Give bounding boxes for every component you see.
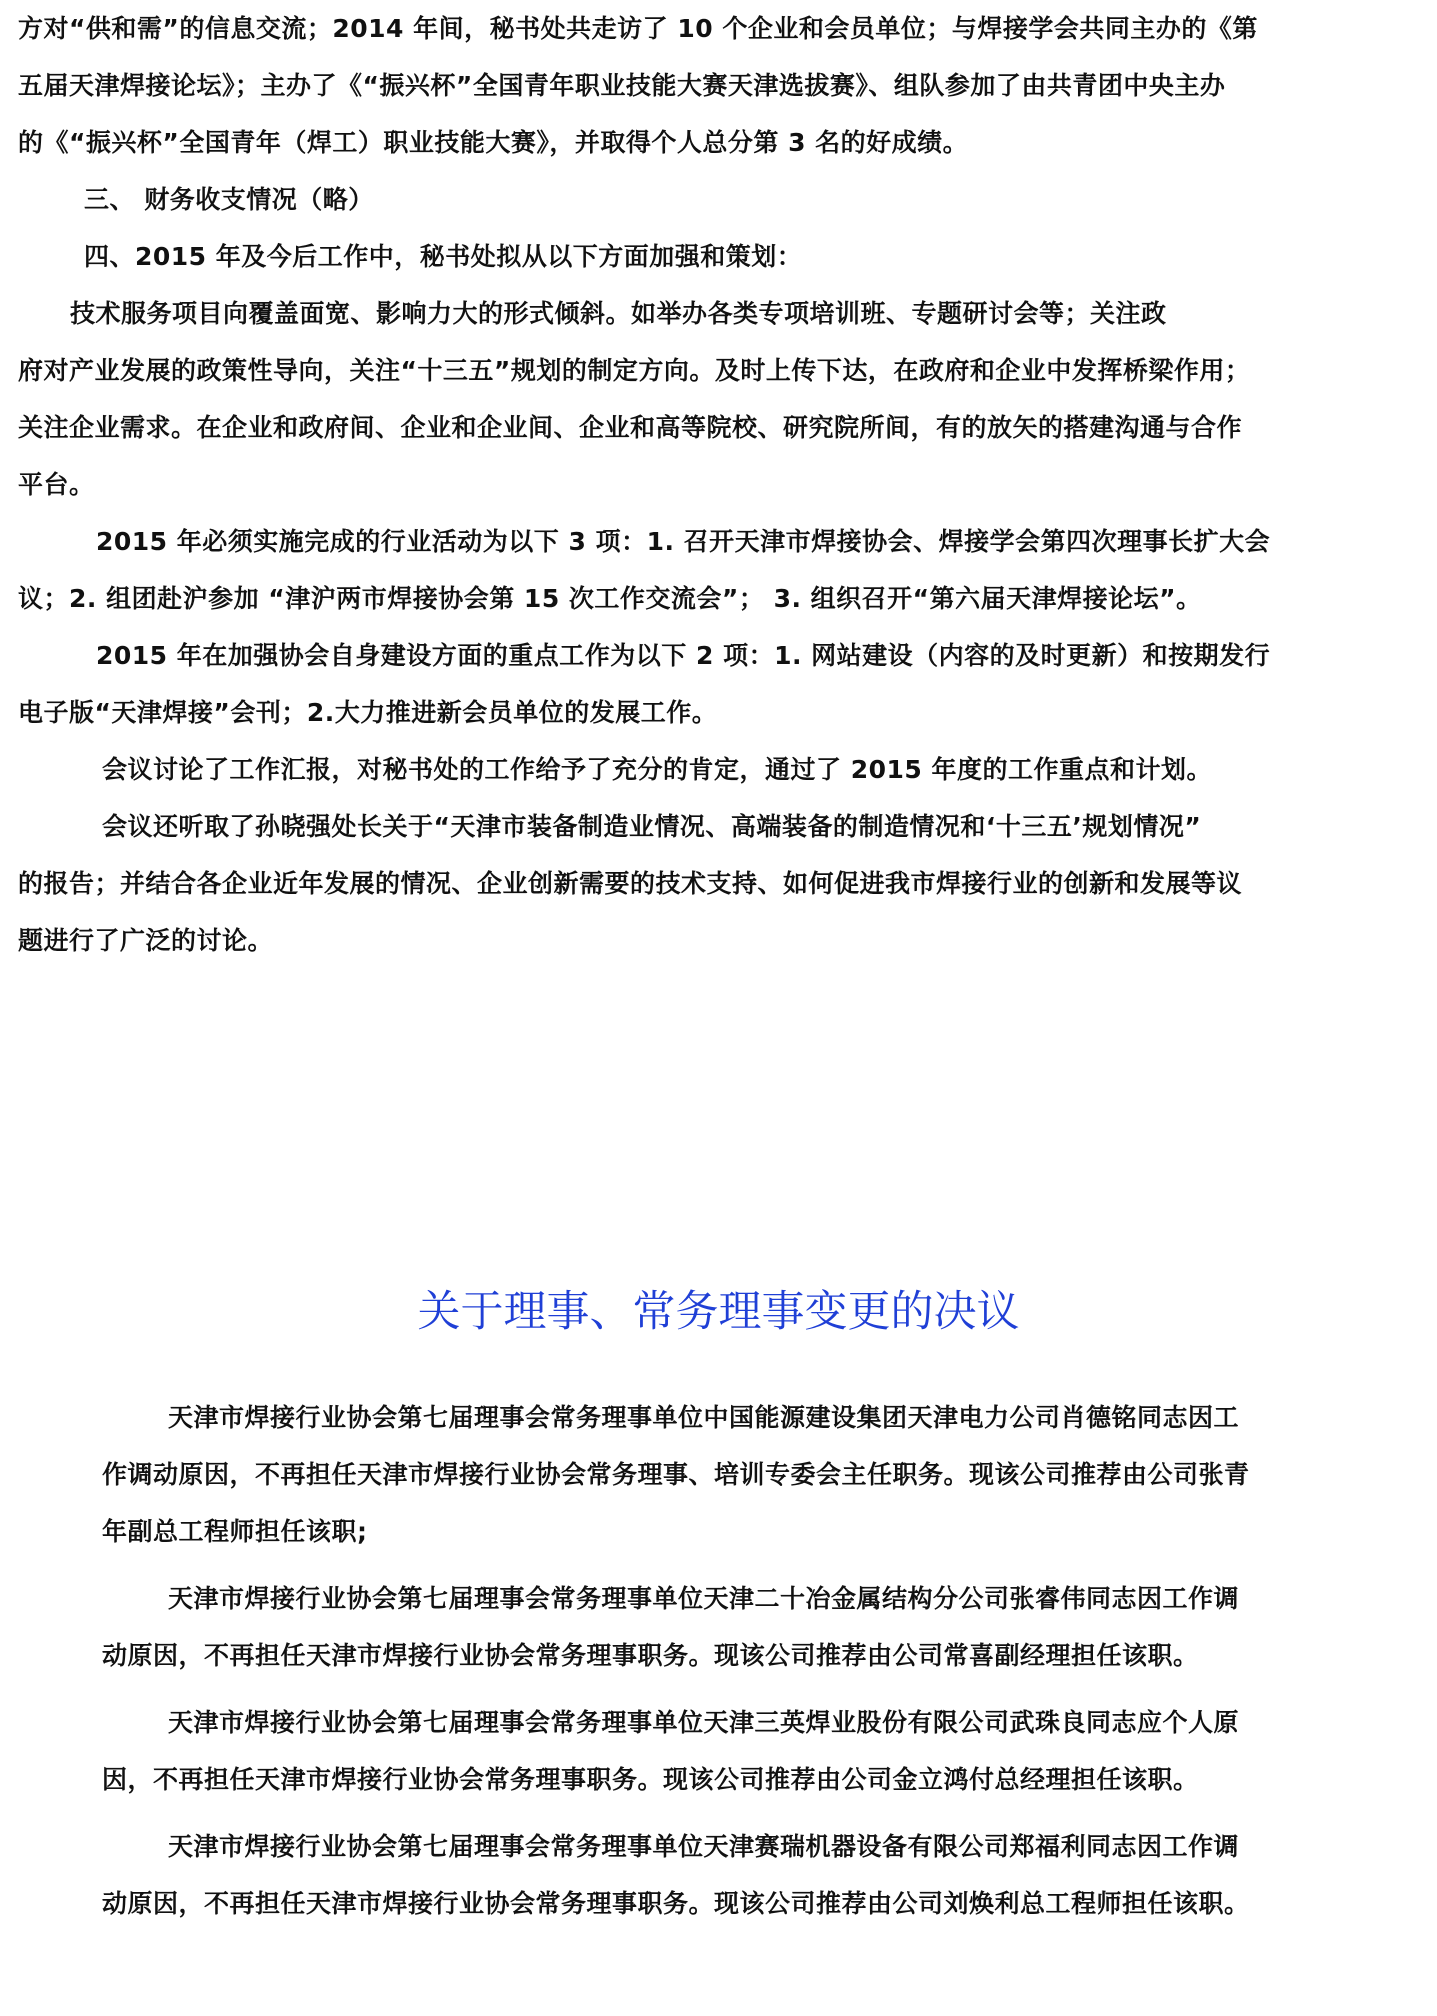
resolution-line: 动原因，不再担任天津市焊接行业协会常务理事职务。现该公司推荐由公司常喜副经理担任该职。	[102, 1641, 1199, 1670]
body-line: 议；2. 组团赴沪参加 “津沪两市焊接协会第 15 次工作交流会”； 3. 组织召开“第六届天津焊接论坛”。	[18, 584, 1202, 613]
body-line: 技术服务项目向覆盖面宽、影响力大的形式倾斜。如举办各类专项培训班、专题研讨会等；关注政	[70, 299, 1167, 328]
resolution-line: 年副总工程师担任该职;	[102, 1517, 368, 1546]
body-line: 电子版“天津焊接”会刊；2.大力推进新会员单位的发展工作。	[18, 698, 718, 727]
body-line: 题进行了广泛的讨论。	[18, 926, 274, 955]
resolution-title: 关于理事、常务理事变更的决议	[417, 1287, 1020, 1337]
body-line: 的报告；并结合各企业近年发展的情况、企业创新需要的技术支持、如何促进我市焊接行业的创新和发展等议	[18, 869, 1243, 898]
section-heading: 四、2015 年及今后工作中，秘书处拟从以下方面加强和策划：	[84, 242, 803, 271]
resolution-line: 天津市焊接行业协会第七届理事会常务理事单位中国能源建设集团天津电力公司肖德铭同志因工	[168, 1403, 1240, 1432]
section-heading: 三、 财务收支情况（略）	[84, 185, 374, 214]
resolution-line: 天津市焊接行业协会第七届理事会常务理事单位天津赛瑞机器设备有限公司郑福利同志因工作调	[168, 1832, 1240, 1861]
body-line: 2015 年在加强协会自身建设方面的重点工作为以下 2 项：1. 网站建设（内容的及时更新）和按期发行	[96, 641, 1271, 670]
resolution-line: 天津市焊接行业协会第七届理事会常务理事单位天津二十冶金属结构分公司张睿伟同志因工作调	[168, 1584, 1240, 1613]
resolution-line: 因，不再担任天津市焊接行业协会常务理事职务。现该公司推荐由公司金立鸿付总经理担任该职。	[102, 1765, 1199, 1794]
resolution-line: 天津市焊接行业协会第七届理事会常务理事单位天津三英焊业股份有限公司武珠良同志应个人原	[168, 1708, 1240, 1737]
body-line: 五届天津焊接论坛》；主办了《“振兴杯”全国青年职业技能大赛天津选拔赛》、组队参加了由共青团中央主办	[18, 71, 1226, 100]
work-report-section	[18, 0, 1420, 969]
body-line: 的《“振兴杯”全国青年（焊工）职业技能大赛》，并取得个人总分第 3 名的好成绩。	[18, 128, 969, 157]
body-line: 府对产业发展的政策性导向，关注“十三五”规划的制定方向。及时上传下达，在政府和企业中发挥桥梁作用；	[18, 356, 1251, 385]
body-line: 平台。	[18, 470, 95, 499]
body-line: 方对“供和需”的信息交流；2014 年间，秘书处共走访了 10 个企业和会员单位；与焊接学会共同主办的《第	[18, 14, 1258, 43]
body-line: 会议讨论了工作汇报，对秘书处的工作给予了充分的肯定，通过了 2015 年度的工作重点和计划。	[102, 755, 1212, 784]
resolution-section	[102, 1390, 1420, 1933]
resolution-line: 动原因，不再担任天津市焊接行业协会常务理事职务。现该公司推荐由公司刘焕利总工程师担任该职。	[102, 1889, 1250, 1918]
body-line: 关注企业需求。在企业和政府间、企业和企业间、企业和高等院校、研究院所间，有的放矢的搭建沟通与合作	[18, 413, 1243, 442]
body-line: 2015 年必须实施完成的行业活动为以下 3 项：1. 召开天津市焊接协会、焊接学会第四次理事长扩大会	[96, 527, 1271, 556]
body-line: 会议还听取了孙晓强处长关于“天津市装备制造业情况、高端装备的制造情况和‘十三五’规划情况”	[102, 812, 1202, 841]
resolution-line: 作调动原因，不再担任天津市焊接行业协会常务理事、培训专委会主任职务。现该公司推荐由公司张青	[102, 1460, 1250, 1489]
